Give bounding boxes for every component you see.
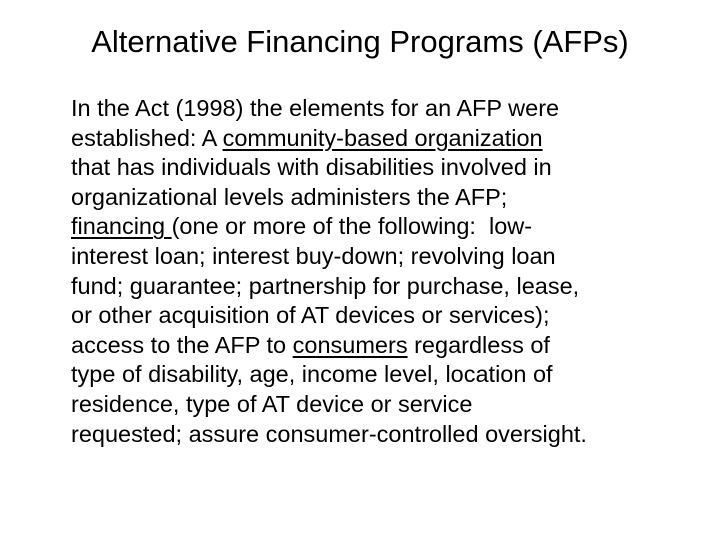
body-text-segment: regardless of [407, 331, 550, 358]
body-text-line [71, 360, 701, 390]
body-text-segment: that has individuals with disabilities involved in [71, 154, 552, 181]
body-text-line [71, 242, 701, 272]
body-text-line [71, 124, 701, 154]
body-text-line [71, 272, 701, 302]
body-text-segment: organizational levels administers the AFP; [71, 183, 508, 210]
body-text-segment: interest loan; interest buy-down; revolving loan [71, 242, 556, 269]
body-text-segment: established: A [71, 124, 223, 151]
underlined-term: financing [71, 213, 172, 240]
body-text-segment: access to the AFP to [71, 331, 293, 358]
body-text-segment: type of disability, age, income level, location of [71, 361, 553, 388]
body-text-line [71, 301, 701, 331]
body-text-line [71, 420, 701, 450]
body-text-line [71, 94, 701, 124]
body-text-segment: residence, type of AT device or service [71, 390, 473, 417]
body-text-segment: or other acquisition of AT devices or services); [71, 302, 550, 329]
body-text-segment: In the Act (1998) the elements for an AFP were [71, 95, 560, 121]
body-text-segment: fund; guarantee; partnership for purchase, lease, [71, 272, 580, 299]
slide-body [71, 94, 701, 449]
body-text-segment: requested; assure consumer-controlled oversight. [71, 420, 587, 447]
body-text-segment: (one or more of the following: low- [171, 213, 533, 240]
body-text-line [71, 212, 701, 242]
underlined-term: community-based organization [222, 124, 543, 151]
body-text-line [71, 390, 701, 420]
underlined-term: consumers [292, 331, 408, 358]
slide-title: Alternative Financing Programs (AFPs) [91, 24, 629, 59]
body-text-line [71, 153, 701, 183]
body-text-line [71, 183, 701, 213]
body-text-line [71, 331, 701, 361]
